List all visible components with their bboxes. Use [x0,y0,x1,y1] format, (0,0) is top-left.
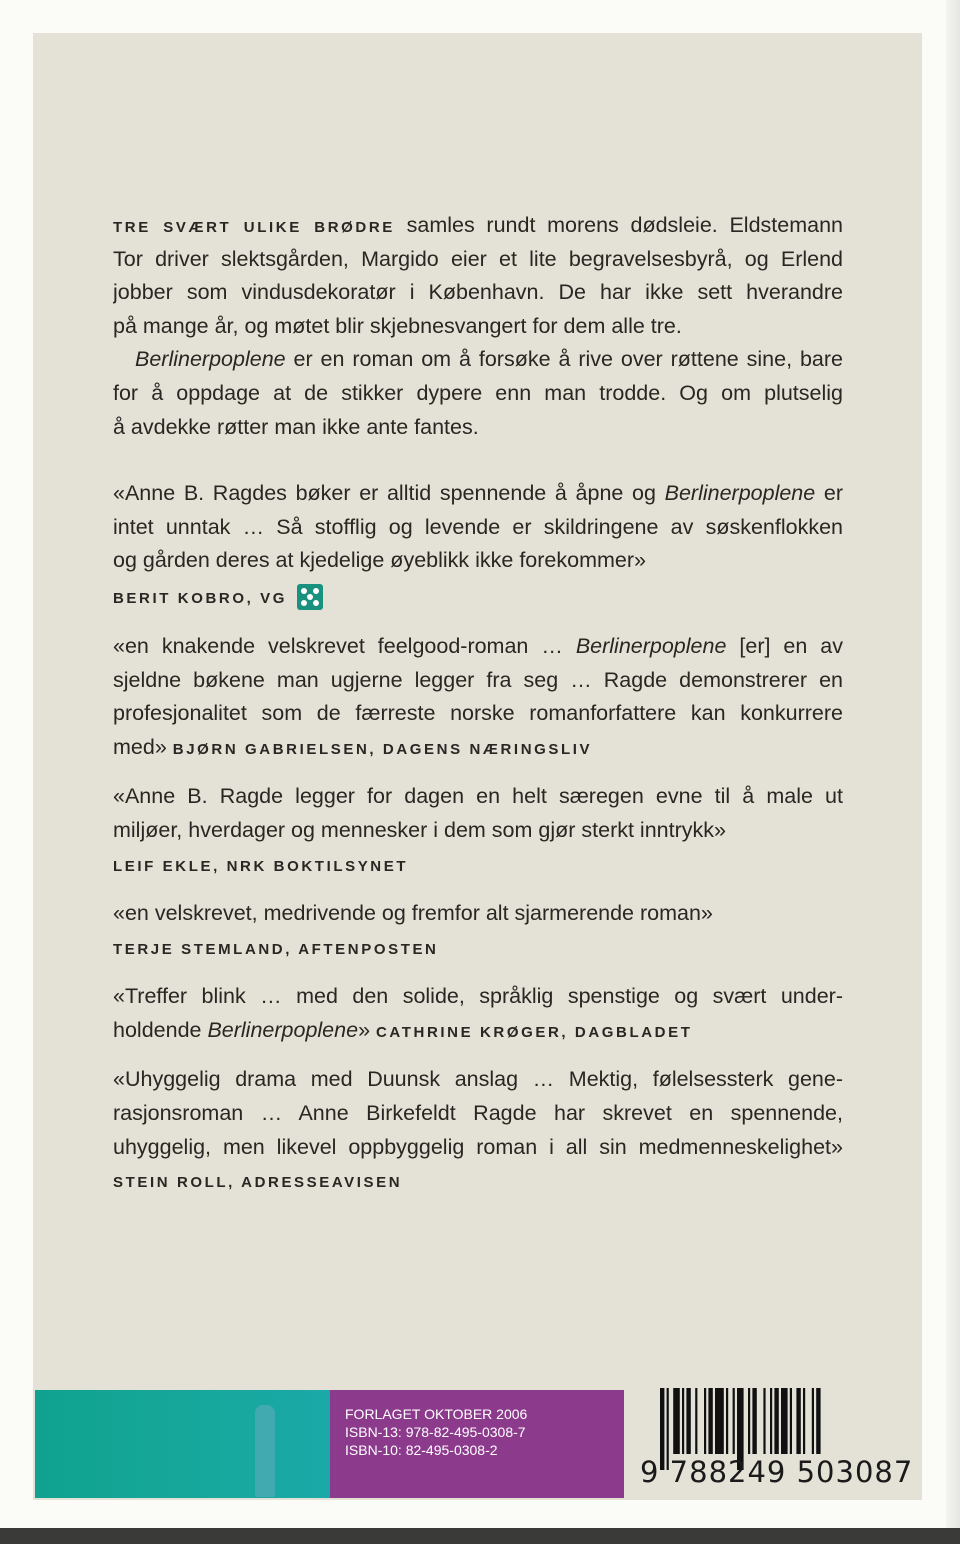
small-caps-text: LEIF EKLE, NRK BOKTILSYNET [113,857,409,875]
cover-edge [946,0,960,1530]
text-span: med» [113,734,173,759]
text-line [113,931,843,965]
small-caps-text: CATHRINE KRØGER, DAGBLADET [376,1023,693,1041]
text-line [113,377,843,411]
barcode-bar [673,1388,680,1454]
cover-photo-strip [35,1390,330,1498]
text-span: på mange år, og møtet blir skjebnesvangert for dem alle tre. [113,313,682,338]
text-line [113,980,843,1014]
review-quote [113,980,843,1047]
barcode-bar [816,1388,820,1454]
review-quote [113,780,843,881]
text-line [113,1063,843,1097]
book-title-italic: Berlinerpoplene [207,1017,359,1042]
text-span: «en knakende velskrevet feelgood-roman … [113,633,576,658]
text-line [113,780,843,814]
dice-five-icon [297,584,323,610]
barcode-bar [774,1388,778,1454]
text-span: samles rundt morens dødsleie. Eldstemann [394,213,843,237]
text-line [113,243,843,277]
review-quote [113,897,843,964]
text-span: uhyggelig, men likevel oppbyggelig roman i all sin medmenneskelighet» [113,1134,843,1159]
text-span: «Anne B. Ragdes bøker er alltid spennende å åpne og [113,481,665,506]
review-quote [113,630,843,764]
text-span: sjeldne bøkene man ugjerne legger fra seg … Ragde demonstrerer en [113,667,843,692]
blurb-text [113,209,843,1198]
text-span: holdende [113,1017,208,1042]
small-caps-text: TRE SVÆRT ULIKE BRØDRE [113,219,395,236]
text-line [113,310,843,344]
text-span: «Anne B. Ragde legger for dagen en helt særegen evne til å male ut [113,784,843,809]
text-span: Tor driver slektsgården, Margido eier et lite begravelsesbyrå, og Erlend [113,246,843,271]
text-span: intet unntak … Så stofflig og levende er skildringene av søskenflokken [113,514,843,539]
text-line [113,477,843,511]
barcode-bar [715,1388,724,1454]
text-span: og gården deres at kjedelige øyeblikk ikke forekommer» [113,548,646,573]
barcode-bar [704,1388,706,1454]
barcode-bar [686,1388,690,1454]
barcode-bar [796,1388,800,1454]
text-line [113,630,843,664]
text-span: «Uhyggelig drama med Duunsk anslag … Mektig, følelsessterk gene- [113,1067,843,1092]
text-span: er [815,481,843,506]
text-line [113,343,843,377]
text-line [113,1097,843,1131]
barcode-bar [695,1388,697,1454]
person-figure-image [255,1405,275,1497]
text-span: [er] en av [739,633,843,658]
barcode-bar [790,1388,792,1454]
text-span: «en velskrevet, medrivende og fremfor alt sjarmerende roman» [113,901,713,926]
barcode-bar [708,1388,712,1454]
text-line [113,511,843,545]
review-quote [113,1063,843,1197]
barcode-bar [812,1388,814,1454]
text-line [113,209,843,243]
text-span: å avdekke røtter man ikke ante fantes. [113,414,479,439]
text-line [113,897,843,931]
text-span: miljøer, hverdager og mennesker i dem som gjør sterkt inntrykk» [113,817,726,842]
text-line [113,697,843,731]
text-line [113,731,843,765]
book-title-italic: Berlinerpoplene [135,347,286,372]
barcode-bar [803,1388,805,1454]
text-span: rasjonsroman … Anne Birkefeldt Ragde har skrevet en spennende, [113,1101,843,1126]
text-line [113,848,843,882]
small-caps-text: BJØRN GABRIELSEN, DAGENS NÆRINGSLIV [172,740,593,758]
text-line [113,276,843,310]
small-caps-text: BERIT KOBRO, VG [113,589,288,607]
barcode-bar [763,1388,765,1454]
text-line [113,1131,843,1165]
barcode-bar [682,1388,684,1454]
barcode-bar [781,1388,788,1454]
text-line [113,411,843,445]
barcode-bar [748,1388,750,1454]
publisher-line: FORLAGET OKTOBER 2006 [345,1406,528,1422]
publisher-info-box [330,1390,624,1498]
text-span: jobber som vindusdekoratør i København. De har ikke sett hverandre [113,280,843,305]
book-title-italic: Berlinerpoplene [664,481,816,506]
barcode-bar [733,1388,735,1454]
barcode-bar [752,1388,756,1454]
scan-edge [0,1528,960,1544]
review-quote [113,477,843,614]
isbn13-line: ISBN-13: 978-82-495-0308-7 [345,1424,526,1440]
small-caps-text: TERJE STEMLAND, AFTENPOSTEN [113,940,439,958]
text-line [113,814,843,848]
text-span: profesjonalitet som de færreste norske romanforfattere kan konkurrere [113,701,843,726]
isbn10-line: ISBN-10: 82-495-0308-2 [345,1442,498,1458]
barcode-bar [726,1388,728,1454]
text-span: » [358,1017,376,1042]
text-span: er en roman om å forsøke å rive over røttene sine, bare [285,347,843,372]
text-line [113,544,843,578]
barcode-digits: 9 788249 503087 [640,1455,914,1489]
text-span: for å oppdage at de stikker dypere enn man trodde. Og om plutselig [113,380,843,405]
text-line [113,578,843,614]
barcode-bar [770,1388,772,1454]
text-line [113,1164,843,1198]
text-span: «Treffer blink … med den solide, språklig spenstige og svært under- [113,984,843,1009]
book-title-italic: Berlinerpoplene [575,633,727,658]
text-line [113,1014,843,1048]
text-line [113,664,843,698]
small-caps-text: STEIN ROLL, ADRESSEAVISEN [113,1174,403,1192]
synopsis [113,209,843,444]
